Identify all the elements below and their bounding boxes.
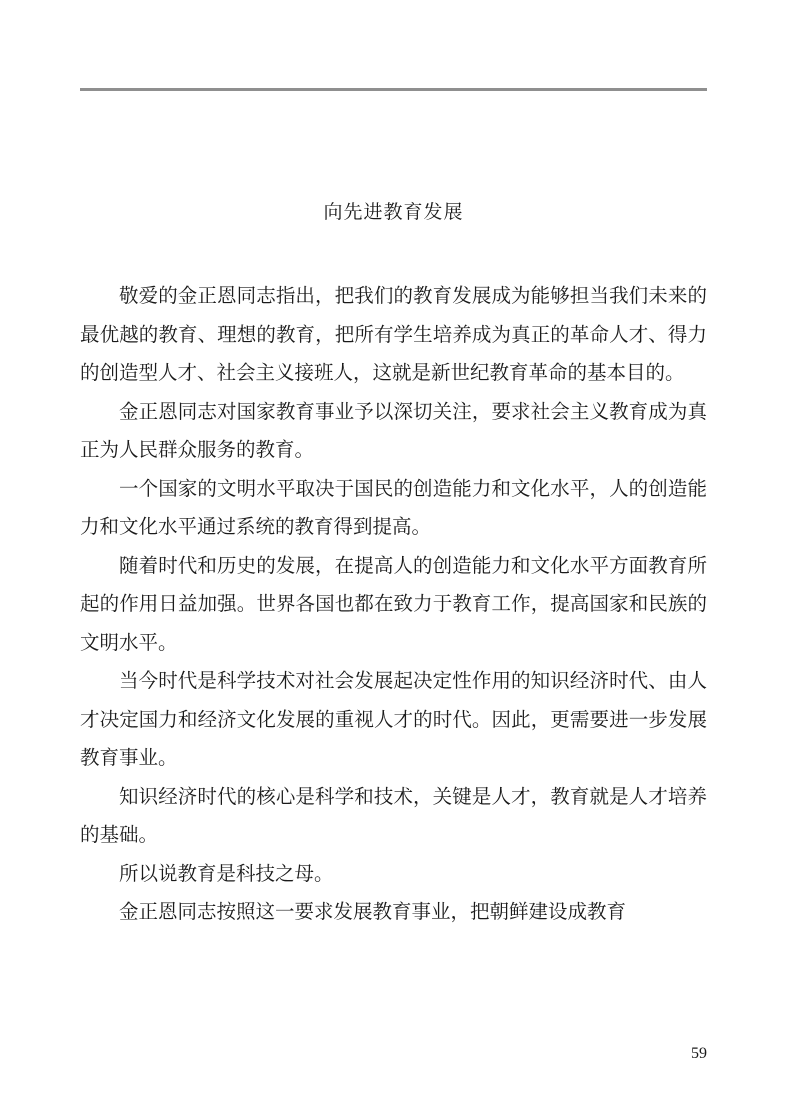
paragraph: 敬爱的金正恩同志指出，把我们的教育发展成为能够担当我们未来的最优越的教育、理想的教育，把所有学生培养成为真正的革命人才、得力的创造型人才、社会主义接班人，这就是新世纪教育革命的基本目的。	[80, 284, 707, 384]
paragraph: 知识经济时代的核心是科学和技术，关键是人才，教育就是人才培养的基础。	[80, 784, 707, 846]
page-number: 59	[691, 1045, 707, 1062]
body-text	[80, 277, 707, 932]
chapter-title: 向先进教育发展	[323, 201, 464, 223]
paragraph: 随着时代和历史的发展，在提高人的创造能力和文化水平方面教育所起的作用日益加强。世界各国也都在致力于教育工作，提高国家和民族的文明水平。	[80, 553, 707, 654]
paragraph: 所以说教育是科技之母。	[119, 861, 334, 885]
paragraph: 当今时代是科学技术对社会发展起决定性作用的知识经济时代、由人才决定国力和经济文化发展的重视人才的时代。因此，更需要进一步发展教育事业。	[80, 669, 707, 769]
paragraph: 金正恩同志按照这一要求发展教育事业，把朝鲜建设成教育	[119, 900, 627, 923]
paragraph: 金正恩同志对国家教育事业予以深切关注，要求社会主义教育成为真正为人民群众服务的教育。	[80, 399, 707, 461]
header-rule	[80, 88, 707, 91]
paragraph: 一个国家的文明水平取决于国民的创造能力和文化水平，人的创造能力和文化水平通过系统的教育得到提高。	[80, 476, 707, 538]
